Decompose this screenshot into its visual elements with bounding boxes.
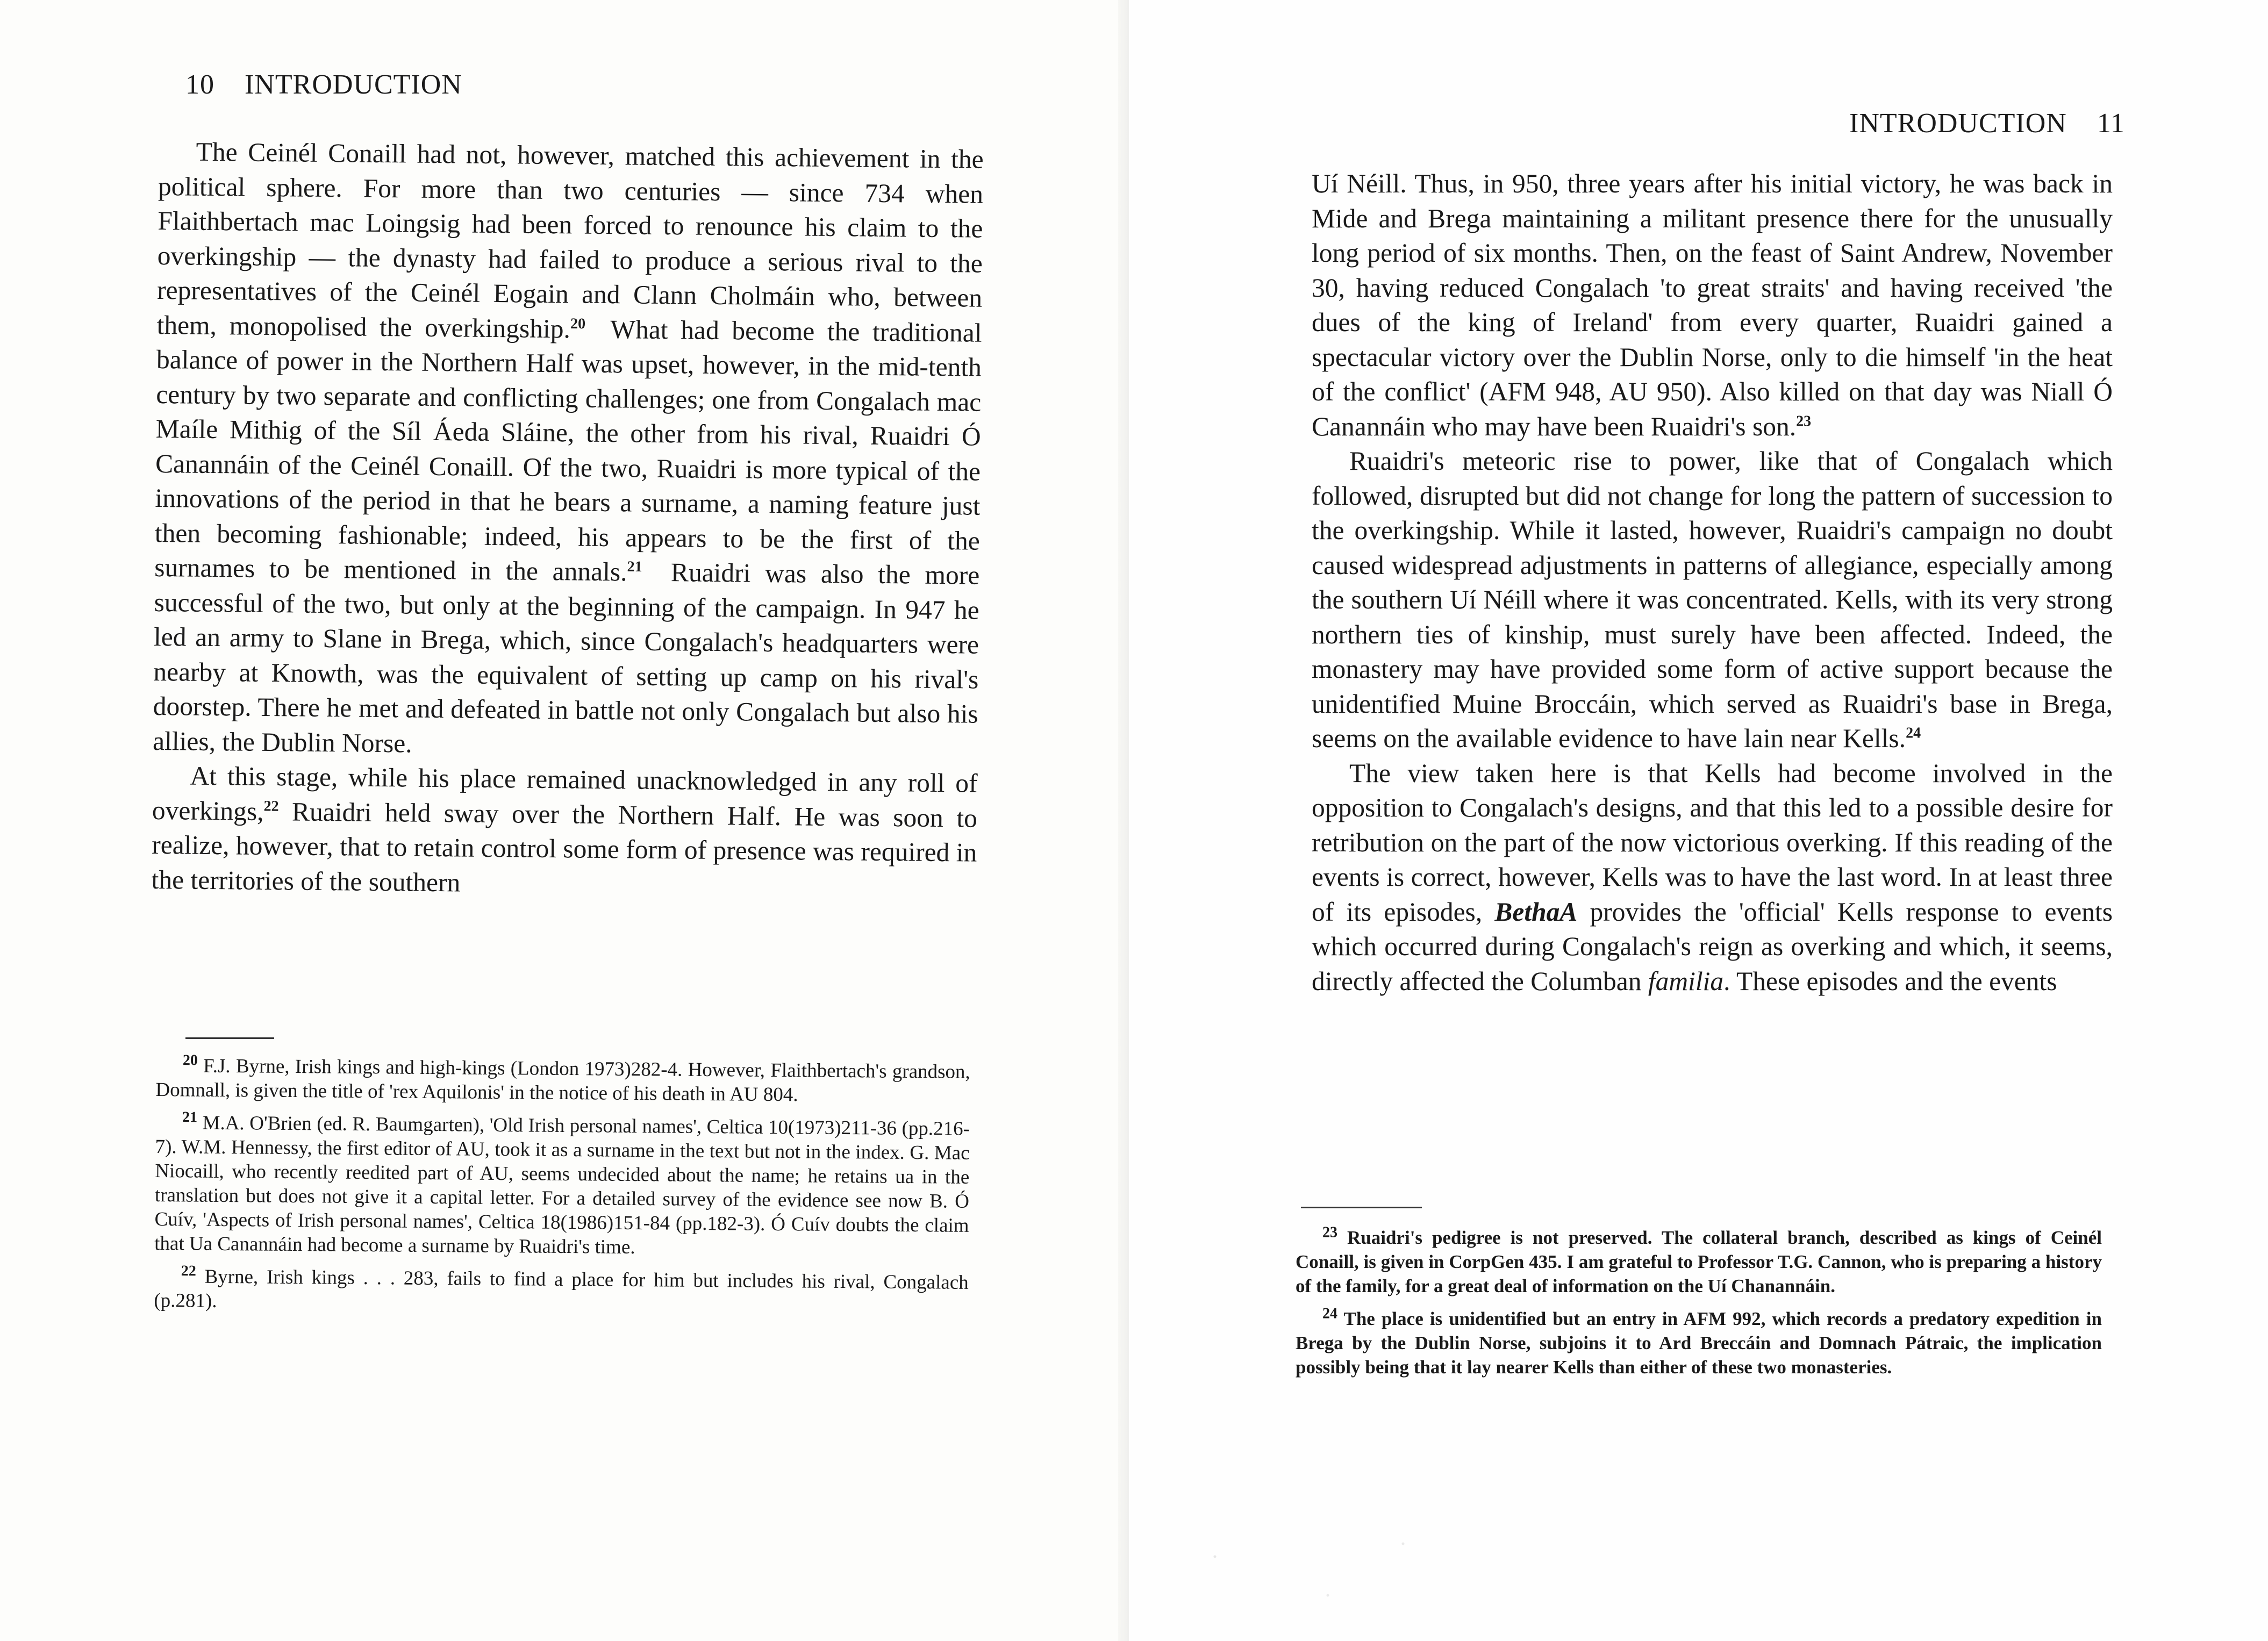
paragraph: Ruaidri's meteoric rise to power, like that of Congalach which followed, disrupted but did not change for long the pattern of succession to the overkingship. While it lasted, however, Ruaidri's campaign no doubt caused widespread adjustments in patterns of allegiance, especially among the southern Uí Néill where it was concentrated. Kells, with its very strong northern ties of kinship, must surely have been affected. Indeed, the monastery may have provided some form of active support because the unidentified Muine Broccáin, which served as Ruaidri's base in Brega, seems on the available evidence to have lain near Kells.$^{24}$ xyxy=(1312,446,2113,753)
left-page-number: 10 xyxy=(185,69,214,100)
note-ref: 20 xyxy=(570,315,586,332)
footnote: $^{22}$ Byrne, Irish kings . . . 283, fails to find a place for him but includes his rival, Congalach (p.281). xyxy=(154,1263,969,1312)
footnote: $^{23}$ Ruaidri's pedigree is not preserved. The collateral branch, described as kings of Ceinél Conaill, is given in CorpGen 435. I am grateful to Professor T.G. Cannon, who is preparing a history of the family, for a great deal of information on the Uí Chanannáin. xyxy=(1296,1224,2102,1296)
note-ref: 23 xyxy=(1796,413,1812,429)
left-running-header xyxy=(185,69,462,101)
footnote-divider xyxy=(1301,1207,1422,1208)
right-page-number: 11 xyxy=(2097,108,2125,139)
footnote: $^{21}$ M.A. O'Brien (ed. R. Baumgarten), 'Old Irish personal names', Celtica 10(1973)211-36 (pp.216-7). W.M. Hennessy, the first editor of AU, took it as a surname in the text but not in the index. G. Mac Niocaill, who recently reedited part of AU, seems undecided about the name; he retains ua in the translation but does not give it a capital letter. For a detailed survey of the evidence see now B. Ó Cuív, 'Aspects of Irish personal names', Celtica 18(1986)151-84 (pp.182-3). Ó Cuív doubts the claim that Ua Canannáin had become a surname by Ruaidri's time. xyxy=(154,1109,970,1259)
left-footnotes xyxy=(154,1054,970,1328)
footnote-divider xyxy=(185,1037,274,1039)
right-header-title: INTRODUCTION xyxy=(1849,108,2067,139)
right-running-header xyxy=(1849,108,2125,139)
left-body-text xyxy=(151,134,984,905)
note-ref: 22 xyxy=(263,797,279,815)
paragraph: The view taken here is that Kells had become involved in the opposition to Congalach's designs, and that this led to a possible desire for retribution on the part of the now victorious overking. If this reading of the events is correct, however, Kells was to have the last word. In at least three of its episodes, BethaA provides the 'official' Kells response to events which occurred during Congalach's reign as overking and which, it seems, directly affected the Columban familia. These episodes and the events xyxy=(1312,758,2113,996)
paper-specks xyxy=(1102,1505,1478,1634)
note-ref: 24 xyxy=(1906,725,1921,742)
paragraph: At this stage, while his place remained unacknowledged in any roll of overkings,$^{22}$ Ruaidri held sway over the Northern Half. He was soon to realize, however, that to retain control some form of presence was required in the territories of the southern xyxy=(151,761,978,897)
footnote: $^{20}$ F.J. Byrne, Irish kings and high-kings (London 1973)282-4. However, Flaithbertach's grandson, Domnall, is given the title of 'rex Aquilonis' in the notice of his death in AU 804. xyxy=(155,1052,970,1106)
right-page xyxy=(1129,0,2268,1641)
right-body-text xyxy=(1312,167,2113,999)
note-ref: 21 xyxy=(627,558,642,576)
footnote: $^{24}$ The place is unidentified but an entry in AFM 992, which records a predatory expedition in Brega by the Dublin Norse, subjoins it to Ard Breccáin and Domnach Pátraic, the implication possibly being that it lay nearer Kells than either of these two monasteries. xyxy=(1296,1305,2102,1378)
paragraph: Uí Néill. Thus, in 950, three years after his initial victory, he was back in Mide and Brega maintaining a militant presence there for the unusually long period of six months. Then, on the feast of Saint Andrew, November 30, having reduced Congalach 'to great straits' and having received 'the dues of the king of Ireland' from every quarter, Ruaidri gained a spectacular victory over the Dublin Norse, only to die himself 'in the heat of the conflict' (AFM 948, AU 950). Also killed on that day was Niall Ó Canannáin who may have been Ruaidri's son.$^{23}$ xyxy=(1312,169,2113,441)
left-page xyxy=(0,0,1129,1641)
left-header-title: INTRODUCTION xyxy=(245,69,462,100)
right-footnotes xyxy=(1296,1226,2102,1388)
paragraph: The Ceinél Conaill had not, however, matched this achievement in the political sphere. For more than two centuries — since 734 when Flaithbertach mac Loingsig had been forced to renounce his claim to the overkingship — the dynasty had failed to produce a serious rival to the representatives of the Ceinél Eogain and Clann Cholmáin who, between them, monopolised the overkingship.$^{20}$ What had become the traditional balance of power in the Northern Half was upset, however, in the mid-tenth century by two separate and conflicting challenges; one from Congalach mac Maíle Mithig of the Síl Áeda Sláine, the other from his rival, Ruaidri Ó Canannáin of the Ceinél Conaill. Of the two, Ruaidri is more typical of the innovations of the period in that he bears a surname, a naming feature just then becoming fashionable; indeed, his appears to be the first of the surnames to be mentioned in the annals.$^{21}$ Ruaidri was also the more successful of the two, but only at the beginning of the campaign. In 947 he led an army to Slane in Brega, which, since Congalach's headquarters were nearby at Knowth, was the equivalent of setting up camp on his rival's doorstep. There he met and defeated in battle not only Congalach but also his allies, the Dublin Norse. xyxy=(152,137,984,758)
